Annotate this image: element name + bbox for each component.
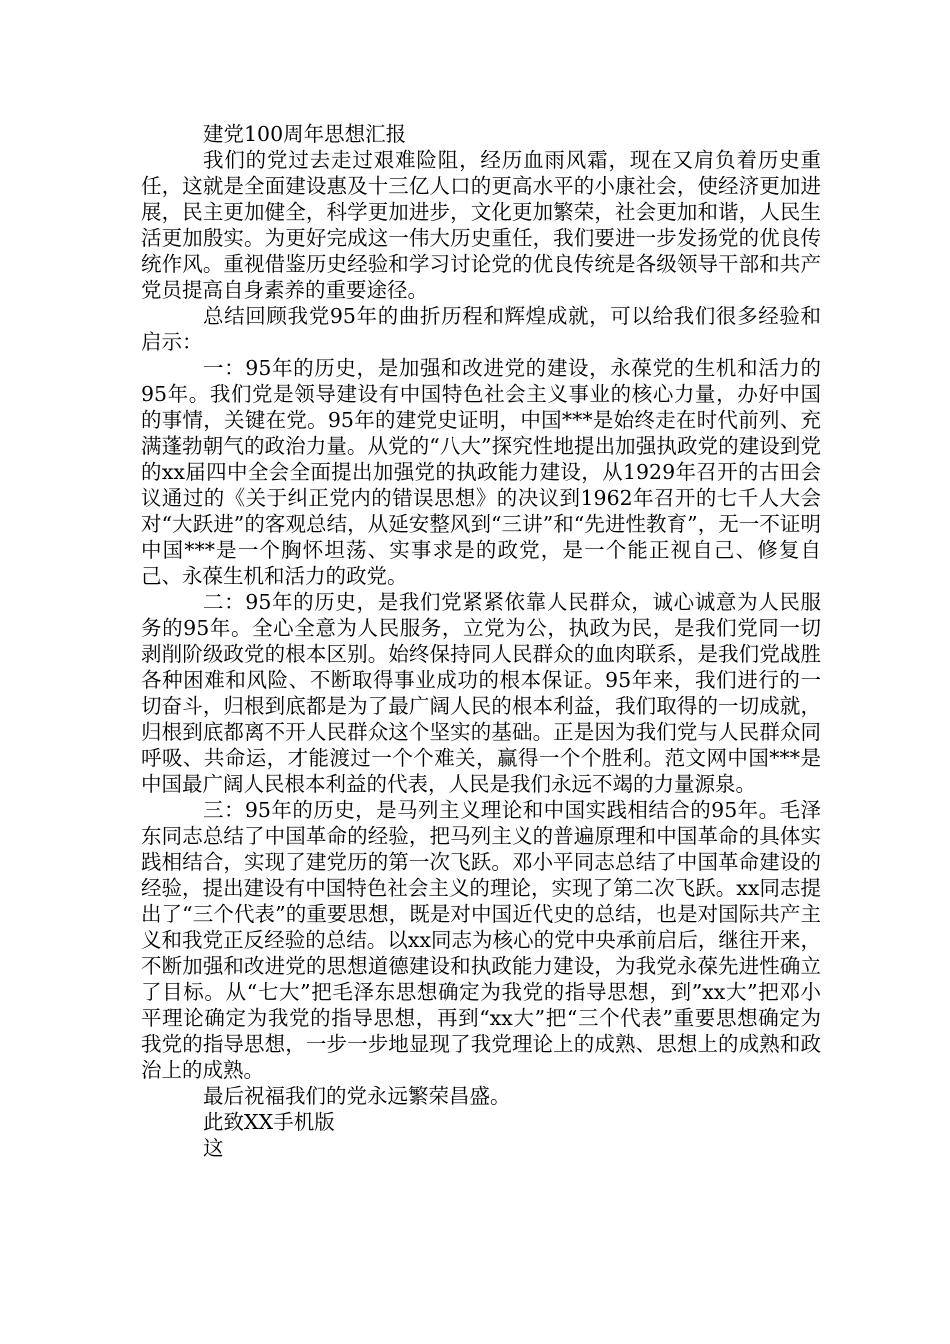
paragraph-point-three: 三：95年的历史，是马列主义理论和中国实践相结合的95年。毛泽东同志总结了中国革命的经验，把马列主义的普遍原理和中国革命的具体实践相结合，实现了建党历的第一次飞跃。邓小平同志总结了中国革命建设的经验，提出建设有中国特色社会主义的理论，实现了第二次飞跃。xx同志提出了“三个代表”的重要思想，既是对中国近代史的总结，也是对国际共产主义和我党正反经验的总结。以xx同志为核心的党中央承前启后，继往开来，不断加强和改进党的思想道德建设和执政能力建设，为我党永葆先进性确立了目标。从“七大”把毛泽东思想确定为我党的指导思想，到”xx大”把邓小平理论确定为我党的指导思想，再到“xx大”把“三个代表”重要思想确定为我党的指导思想，一步一步地显现了我党理论上的成熟、思想上的成熟和政治上的成熟。 [141,798,821,1082]
paragraph-summary: 总结回顾我党95年的曲折历程和辉煌成就，可以给我们很多经验和启示： [141,304,821,354]
document-body [141,121,821,1161]
paragraph-point-two: 二：95年的历史，是我们党紧紧依靠人民群众，诚心诚意为人民服务的95年。全心全意为人民服务，立党为公，执政为民，是我们党同一切剥削阶级政党的根本区别。始终保持同人民群众的血肉联系，是我们党战胜各种困难和风险、不断取得事业成功的根本保证。95年来，我们进行的一切奋斗，归根到底都是为了最广阔人民的根本利益，我们取得的一切成就，归根到底都离不开人民群众这个坚实的基础。正是因为我们党与人民群众同呼吸、共命运，才能渡过一个个难关，赢得一个个胜利。范文网中国***是中国最广阔人民根本利益的代表，人民是我们永远不竭的力量源泉。 [141,590,821,796]
paragraph-trailing: 这 [203,1136,224,1160]
paragraph-salutation: 此致XX手机版 [203,1110,335,1134]
paragraph-intro: 我们的党过去走过艰难险阻，经历血雨风霜，现在又肩负着历史重任，这就是全面建设惠及十三亿人口的更高水平的小康社会，使经济更加进展，民主更加健全，科学更加进步，文化更加繁荣，社会更加和谐，人民生活更加殷实。为更好完成这一伟大历史重任，我们要进一步发扬党的优良传统作风。重视借鉴历史经验和学习讨论党的优良传统是各级领导干部和共产党员提高自身素养的重要途径。 [141,148,821,302]
document-title: 建党100周年思想汇报 [203,122,407,146]
paragraph-point-one: 一：95年的历史，是加强和改进党的建设，永葆党的生机和活力的95年。我们党是领导建设有中国特色社会主义事业的核心力量，办好中国的事情，关键在党。95年的建党史证明，中国***是始终走在时代前列、充满蓬勃朝气的政治力量。从党的“八大”探究性地提出加强执政党的建设到党的xx届四中全会全面提出加强党的执政能力建设，从1929年召开的古田会议通过的《关于纠正党内的错误思想》的决议到1962年召开的七千人大会对“大跃进”的客观总结，从延安整风到“三讲”和“先进性教育”，无一不证明中国***是一个胸怀坦荡、实事求是的政党，是一个能正视自己、修复自己、永葆生机和活力的政党。 [141,356,821,588]
paragraph-closing-wish: 最后祝福我们的党永远繁荣昌盛。 [203,1084,511,1108]
